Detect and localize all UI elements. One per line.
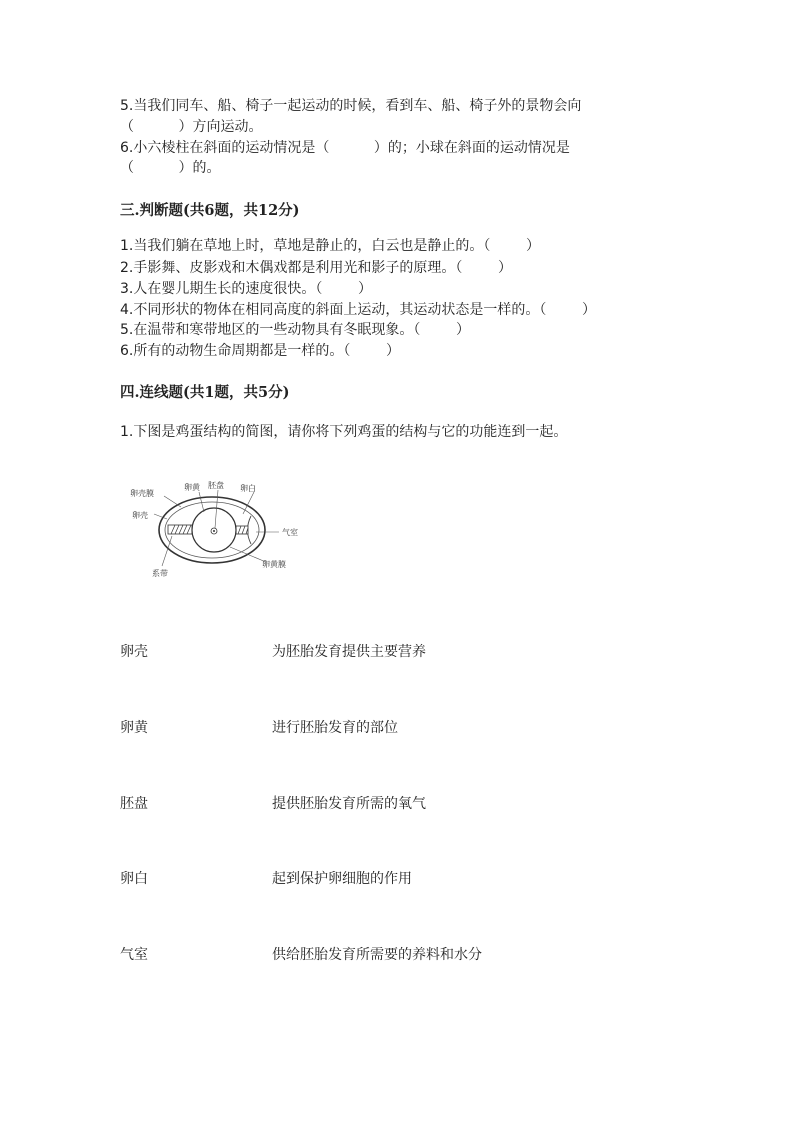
q5-line1: 5.当我们同车、船、椅子一起运动的时候，看到车、船、椅子外的景物会向: [120, 98, 582, 114]
structure-item-2: 卵黄: [120, 720, 148, 736]
label-air-cell: 气室: [282, 528, 298, 537]
judge-item-6: 6.所有的动物生命周期都是一样的。（ ）: [120, 343, 400, 359]
label-yolk: 卵黄: [184, 483, 200, 492]
matching-question: 1.下图是鸡蛋结构的简图，请你将下列鸡蛋的结构与它的功能连到一起。: [120, 424, 568, 440]
egg-structure-diagram: [126, 474, 316, 584]
label-shell: 卵壳: [132, 511, 148, 520]
label-yolk-membrane: 卵黄膜: [262, 560, 286, 569]
function-item-1: 为胚胎发育提供主要营养: [272, 644, 426, 660]
judge-item-3: 3.人在婴儿期生长的速度很快。（ ）: [120, 281, 372, 297]
q6-line1: 6.小六棱柱在斜面的运动情况是（ ）的；小球在斜面的运动情况是: [120, 140, 570, 156]
section4-title: 四.连线题(共1题，共5分): [120, 384, 290, 401]
structure-item-5: 气室: [120, 947, 148, 963]
label-shell-membrane: 卵壳膜: [130, 489, 154, 498]
judge-item-5: 5.在温带和寒带地区的一些动物具有冬眠现象。（ ）: [120, 322, 470, 338]
structure-item-4: 卵白: [120, 871, 148, 887]
q5-line2: （ ）方向运动。: [120, 119, 263, 135]
function-item-4: 起到保护卵细胞的作用: [272, 871, 412, 887]
function-item-3: 提供胚胎发育所需的氧气: [272, 796, 426, 812]
germinal-disc-dot: [213, 530, 215, 532]
section3-title: 三.判断题(共6题，共12分): [120, 202, 300, 219]
leader-shell-membrane: [164, 496, 181, 507]
q6-line2: （ ）的。: [120, 160, 221, 176]
label-chalaza: 系带: [152, 569, 168, 578]
judge-item-4: 4.不同形状的物体在相同高度的斜面上运动，其运动状态是一样的。（ ）: [120, 302, 596, 318]
judge-item-2: 2.手影舞、皮影戏和木偶戏都是利用光和影子的原理。（ ）: [120, 260, 512, 276]
label-albumen: 卵白: [240, 484, 256, 493]
structure-item-1: 卵壳: [120, 644, 148, 660]
structure-item-3: 胚盘: [120, 796, 148, 812]
label-germinal-disc: 胚盘: [208, 481, 224, 490]
function-item-5: 供给胚胎发育所需要的养料和水分: [272, 947, 482, 963]
function-item-2: 进行胚胎发育的部位: [272, 720, 398, 736]
judge-item-1: 1.当我们躺在草地上时，草地是静止的，白云也是静止的。（ ）: [120, 238, 540, 254]
